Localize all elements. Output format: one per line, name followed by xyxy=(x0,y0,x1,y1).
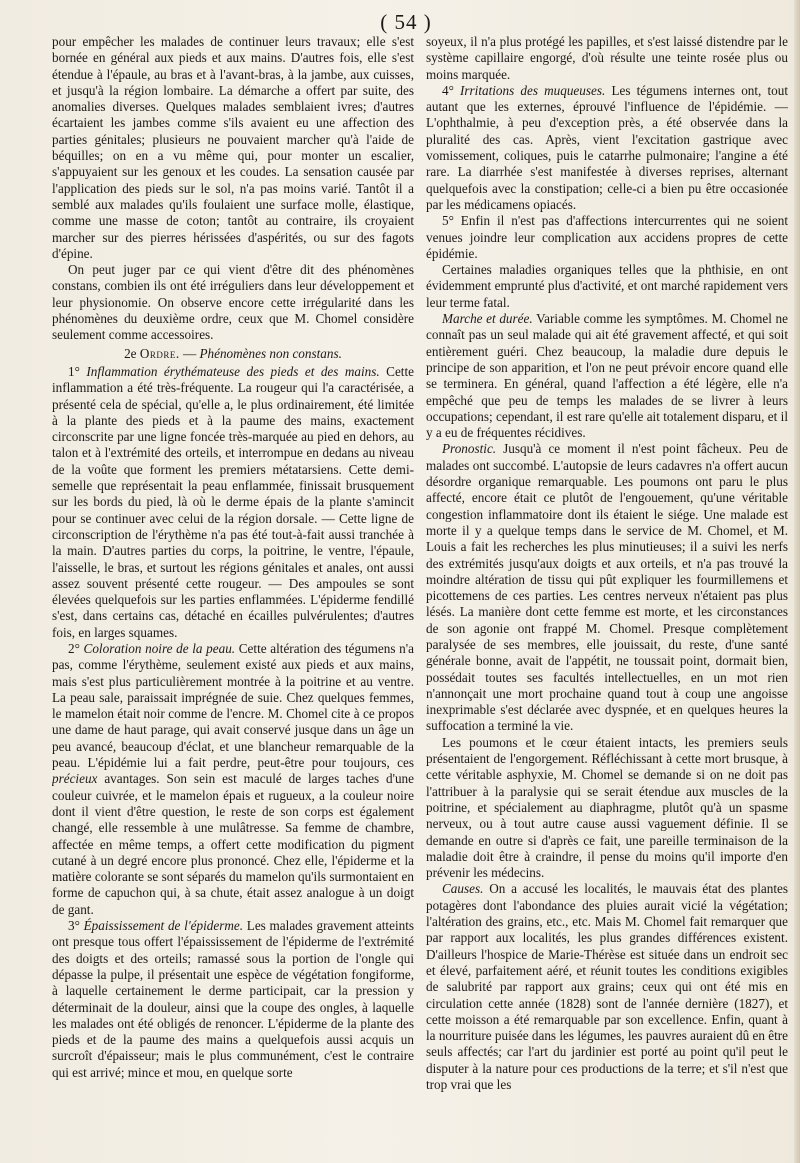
item-text: Variable comme les symptômes. M. Chomel ne connaît pas un seul malade qui ait été gravement affecté, et qui soit entièrement guéri. Chez beaucoup, la maladie dure depuis le principe de son apparition, et l'on ne peut prévoir encore quand elle se terminera. En général, quand l'affection a été légère, elle n'a empêché que peu de temps les malades de se livrer à leurs occupations; cependant, il est rare qu'elle ait totalement disparu, et il y a eu de fréquentes récidives. xyxy=(426,311,788,441)
item-title: Coloration noire de la peau. xyxy=(83,640,236,656)
section-heading xyxy=(52,346,414,362)
paragraph-epaississement xyxy=(52,918,414,1081)
item-text: Les tégumens internes ont, tout autant que les externes, éprouvé l'influence de l'épidémie. — L'ophthalmie, à peu d'exception près, a été observée dans la pluralité des cas. Après, vient l'excitation gastrique avec vomissement, coliques, puis le catarrhe pulmonaire; l'angine a été rare. La diarrhée s'est manifestée à diverses reprises, alternant quelquefois avec la constipation; celle-ci a bien pu être occasionée par les médicamens opiacés. xyxy=(426,82,788,212)
paragraph-muqueuses xyxy=(426,83,788,213)
item-title: Marche et durée. xyxy=(442,311,533,327)
item-number: 1° xyxy=(68,363,80,379)
page-edge xyxy=(794,0,800,1163)
section-number: 2e xyxy=(124,345,137,361)
item-emphasis: précieux xyxy=(52,771,98,787)
item-title: Épaississement de l'épiderme. xyxy=(83,918,244,934)
item-title: Pronostic. xyxy=(442,441,497,457)
item-number: 3° xyxy=(68,918,80,934)
item-text-continued: avantages. Son sein est maculé de larges taches d'une couleur cuivrée, et le mamelon épais et rugueux, a la couleur noire dont il vient d'être question, le reste de son corps est également changé, elle ressemble à une mulâtresse. Sa femme de chambre, affectée en même temps, a offert cette modification du pigment cutané à un degré encore plus prononcé. Chez elle, l'épiderme et la matière colorante se sont séparés du mamelon qu'ils surmontaient en forme de capuchon qui, à sa chute, était assez analogue à un doigt de gant. xyxy=(52,771,414,917)
paragraph-summary: On peut juger par ce qui vient d'être dit des phénomènes constans, combien ils ont été irréguliers dans leur développement et leur physionomie. On observe encore cette irrégularité dans les phénomènes du deuxième ordre, ceux que M. Chomel considère seulement comme accessoires. xyxy=(52,262,414,343)
text-columns xyxy=(52,34,788,1159)
item-title: Causes. xyxy=(442,881,484,897)
paragraph-inflammation xyxy=(52,364,414,641)
section-dash: — xyxy=(182,345,197,361)
item-text: Jusqu'à ce moment il n'est point fâcheux. Peu de malades ont succombé. L'autopsie de leurs cadavres n'a offert aucun désordre organique remarquable. Les poumons ont paru le plus affecté, encore était ce plutôt de l'engouement, qu'une véritable congestion inflammatoire dont ils étaient le siége. Une malade est morte il y a quelque temps dans le service de M. Chomel, et M. Louis a fait les recherches les plus minutieuses; il a suivi les nerfs des extrémités jusqu'aux doigts et aux orteils, et n'a pas trouvé la moindre altération de tissu qui pût expliquer les fourmillemens et picottemens de ces parties. Les centres nerveux n'étaient pas plus lésés. La manière dont cette femme est morte, et les circonstances de son agonie ont frappé M. Chomel. Presque complètement paralysée de ses membres, elle jouissait, du reste, d'une santé générale bonne, avait de l'appétit, ne toussait point, dormait bien, possédait toutes ses facultés intellectuelles, en un mot rien n'annonçait une mort prochaine quand tout à coup une angoisse inexprimable s'est déclarée avec dyspnée, et en quelques heures la suffocation a terminé la vie. xyxy=(426,441,788,734)
item-number: 2° xyxy=(68,640,80,656)
left-column xyxy=(52,34,414,1159)
item-text: Les malades gravement atteints ont presque tous offert l'épaississement de l'épiderme de l'extrémité des doigts et des orteils; ramassé sous la portion de l'ongle qui dépasse la pulpe, il présentait une espèce de végétation fongiforme, à laquelle certainement le derme participait, car la pression y déterminait de la douleur, ainsi que la coupe des ongles, à laquelle les malades ont été obligés de renoncer. L'épiderme de la plante des pieds et de la paume des mains a quelquefois aussi acquis un surcroît d'épaisseur; mais le plus communément, c'est le contraire qui est arrivé; mince et mou, en quelque sorte xyxy=(52,918,414,1080)
paragraph-intro: pour empêcher les malades de continuer leurs travaux; elle s'est bornée en général aux pieds et aux mains. D'autres fois, elle s'est étendue à l'épaule, au bras et à l'avant-bras, à la jambe, aux cuisses, et jusqu'à la région lombaire. La démarche a offert par suite, des anomalies diverses. Quelques malades semblaient ivres; d'autres écartaient les jambes comme s'ils avaient eu une affection des parties génitales; plusieurs ne pouvaient marcher qu'à l'aide de béquilles; on en a vu même qui, pour monter un escalier, s'appuyaient sur les genoux et les coudes. La sensation causée par l'application des pieds sur le sol, n'a pas moins varié. Tantôt il a semblé aux malades qu'ils foulaient une surface molle, élastique, comme une masse de coton; tantôt au contraire, ils croyaient marcher sur des pierres hérissées d'aspérités, ou sur des fagots d'épine. xyxy=(52,34,414,261)
item-title: Inflammation érythémateuse des pieds et des mains. xyxy=(86,363,380,379)
paragraph-intercurrentes xyxy=(426,213,788,262)
section-label: Ordre. xyxy=(139,345,180,361)
item-text: Cette inflammation a été très-fréquente. La rougeur qui l'a caractérisée, a présenté cela de spécial, qu'elle a, le plus ordinairement, été limitée à la plante des pieds et à la paume des mains, exactement circonscrite par une ligne foncée très-marquée au pied en dehors, au talon et à l'extrémité des orteils, et interrompue en dedans au niveau de la voûte que forment les premiers métatarsiens. Cette demi-semelle que représentait la peau enflammée, finissait brusquement sur les bords du pied, là où le derme épais de la plante s'amincit pour se continuer avec celui de la région dorsale. — Cette ligne de circonscription de l'érythème n'a pas été tout-à-fait aussi tranchée à la main. D'autres parties du corps, la poitrine, le ventre, l'épaule, l'aisselle, le bras, et surtout les régions génitales et anales, ont aussi assez souvent présenté cette rougeur. — Des ampoules se sont élevées quelquefois sur les parties enflammées. L'épiderme fendillé s'est, dans certains cas, détaché en écailles pulvérulentes; d'autres fois, en larges squames. xyxy=(52,363,414,640)
paragraph-pronostic xyxy=(426,441,788,734)
item-text: Enfin il n'est pas d'affections intercurrentes qui ne soient venues joindre leur complication aux accidens propres de cette épidémie. xyxy=(426,213,788,261)
item-text: On a accusé les localités, le mauvais état des plantes potagères dont l'abondance des pluies aurait vicié la végétation; l'altération des grains, etc., etc. Mais M. Chomel fait remarquer que par rapport aux localités, les plus grandes différences existent. D'ailleurs l'hospice de Marie-Thérèse est située dans un endroit sec et élevé, parfaitement aéré, et réunit toutes les conditions exigibles de salubrité par rapport aux grains; ceux qui ont été mis en circulation cette année (1828) sont de l'année dernière (1827), et cette moisson a été remarquable par son excellence. Enfin, quant à la nourriture puisée dans les légumes, les pauvres auraient dû en être seuls affectés; car l'art du jardinier est porté au point qu'il peut le disputer à la nature pour ces productions de la terre; et s'il n'est que trop vrai que les xyxy=(426,881,788,1092)
paragraph-marche xyxy=(426,311,788,441)
page-number: ( 54 ) xyxy=(380,10,432,34)
section-title: Phénomènes non constans. xyxy=(199,345,342,361)
paragraph-causes xyxy=(426,881,788,1093)
paragraph-continued: soyeux, il n'a plus protégé les papilles, et s'est laissé distendre par le système capillaire engorgé, d'où résulte une teinte rosée plus ou moins marquée. xyxy=(426,34,788,82)
right-column xyxy=(426,34,788,1159)
item-title: Irritations des muqueuses. xyxy=(460,82,606,98)
paragraph-coloration xyxy=(52,641,414,918)
paragraph-organiques: Certaines maladies organiques telles que la phthisie, en ont évidemment emprunté plus d'activité, et ont marché rapidement vers leur terme fatal. xyxy=(426,262,788,310)
item-text: Cette altération des tégumens n'a pas, comme l'érythème, seulement existé aux pieds et aux mains, mais s'est plus particulièrement montrée à la poitrine et au ventre. La peau sale, paraissait imprégnée de suie. Chez quelques femmes, le mamelon était noir comme de l'encre. M. Chomel cite à ce propos une dame de haut parage, qui avait conservé jusque dans un âge un peu avancé, beaucoup d'éclat, et une blancheur remarquable de la peau. L'épidémie lui a fait perdre, peut-être pour toujours, ces xyxy=(52,640,414,771)
item-number: 4° xyxy=(442,82,454,98)
paragraph-poumons: Les poumons et le cœur étaient intacts, les premiers seuls présentaient de l'engorgement. Réfléchissant à cette mort brusque, à cette véritable asphyxie, M. Chomel se demande si on ne doit pas l'attribuer à la paralysie qui se serait étendue aux muscles de la poitrine, et spécialement au diaphragme, plutôt qu'à un spasme nerveux, ou à tout autre cause aussi vaguement définie. Il se demande en outre si d'après ce fait, une pareille terminaison de la maladie doit être à craindre, il pense du moins qu'il importe d'en prévenir les médecins. xyxy=(426,734,788,881)
item-number: 5° xyxy=(442,213,454,229)
